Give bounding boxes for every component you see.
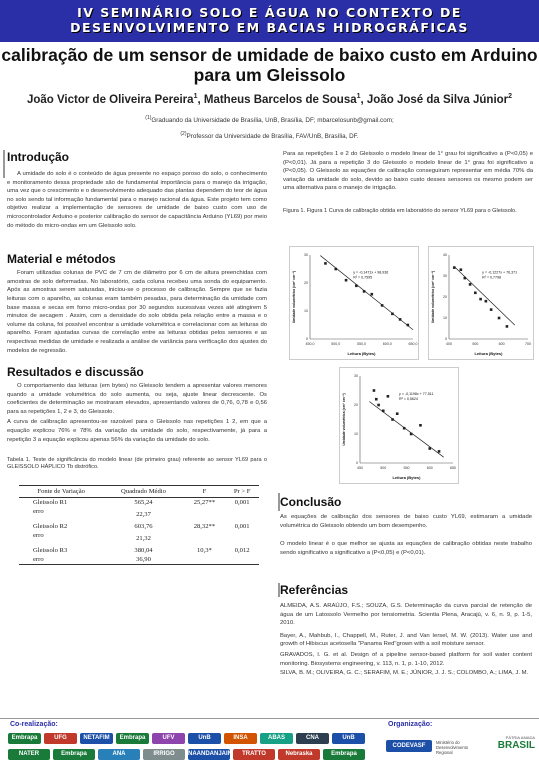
chart-repetition-1 (289, 246, 419, 360)
methods-text: Foram utilizadas colunas de PVC de 7 cm de diâmetro por 6 cm de altura preenchidas com amostras de solo deformadas. No laboratório, cada coluna recebeu uma sonda do equipamento. Após as amostras serem saturadas, iniciou-se o processo de calibração. Sempre que se fazia leituras com o aparelho, as colunas eram também pesadas, para determinação da umidade com base massa e secas em forno micro-ondas por 30 segundos sucessivas vezes até atingirem 5 minutos de secagem . Assim, com a densidade do solo obtida pela relação entre a massa e o volume da coluna, foi possível encontrar a umidade volumétrica e correlacionar com as leituras do aparelho. Foram ajustadas curvas de correlação entre as leituras obtidas pelos sensores e as respectivas medidas de umidade e realizada a análise de variância para verificação dos ajustes do modelos de regressão. (7, 270, 267, 354)
data-point (438, 450, 441, 453)
calibration-chart-2 (429, 247, 533, 359)
table-row (19, 522, 259, 531)
y-tick-label: 10 (304, 309, 308, 314)
x-tick-label: 500 (472, 342, 479, 346)
y-tick-label: 20 (443, 295, 447, 300)
y-axis-label: Umidade volumétrica (cm³ cm⁻³) (292, 270, 296, 324)
co-realization-label: Co-realização: (10, 721, 58, 728)
ministry-label: Ministério do Desenvolvimento Regional (436, 740, 469, 755)
y-tick-label: 10 (354, 432, 358, 437)
conclusion-text-1: As equações de calibração dos sensores de baixo custo YL69, estimaram a umidade volumétrica do Gleissolo obtendo um bom desempenho. (280, 514, 532, 529)
partner-logo: ANA (98, 749, 140, 760)
table-cell: Gleissolo R2 (33, 523, 68, 531)
author-3: João José da Silva Júnior (366, 93, 509, 106)
data-point (391, 418, 394, 421)
data-point (377, 404, 380, 407)
affiliation-2-text: Professor da Universidade de Brasília, FAV/UnB, Brasília, DF. (186, 133, 359, 141)
data-point (371, 293, 374, 296)
partner-logo: TRATTO (233, 749, 275, 760)
chart-repetition-2 (428, 246, 534, 360)
table-cell: 25,27** (193, 499, 216, 507)
affiliation-1-text: Graduando da Universidade de Brasília, UnB, Brasília, DF; mbarcelosunb@gmail.com; (151, 117, 394, 125)
conclusion-section (280, 495, 532, 557)
banner-line-1: IV SEMINÁRIO SOLO E ÁGUA NO CONTEXTO DE (77, 5, 462, 20)
table-cell (184, 507, 226, 522)
data-point (479, 298, 482, 301)
trend-line (369, 402, 443, 458)
table-row (19, 555, 259, 565)
y-tick-label: 30 (354, 374, 358, 379)
table-header-row (19, 486, 259, 498)
affiliation-2 (0, 131, 539, 140)
data-point (490, 308, 493, 311)
y-tick-label: 10 (443, 316, 447, 321)
results-text-1: O comportamento das leituras (em bytes) no Gleissolo tendem a apresentar valores menores quando a umidade volumétrica do solo aumenta, ou seja, ajuste linear decrescente. Os coeficientes de determinação se mostraram elevados, apresentando valores de 0,76, 0,78 e 0,56 para as repetições 1, 2 e 3, do Gleissolo. (7, 383, 267, 415)
data-point (453, 266, 456, 269)
x-tick-label: 650 (450, 466, 456, 470)
data-point (381, 304, 384, 307)
table-cell: 380,04 (134, 547, 153, 555)
data-point (464, 277, 467, 280)
author-2-sup: 1 (356, 93, 361, 100)
partner-logo: Nebraska (278, 749, 320, 760)
table-cell: 0,001 (234, 523, 250, 531)
y-tick-label: 0 (306, 337, 308, 342)
partner-logo: NAANDANJAIN (188, 749, 230, 760)
data-point (474, 292, 477, 295)
author-1: João Victor de Oliveira Pereira (26, 93, 194, 106)
partner-logo: NETAFIM (80, 733, 113, 744)
data-point (399, 318, 402, 321)
x-tick-label: 650,0 (408, 342, 418, 346)
left-column (7, 150, 267, 565)
table-cell: 22,37 (136, 511, 151, 519)
partner-logo: UnB (332, 733, 365, 744)
references-section (280, 583, 532, 678)
table-cell: 28,32** (193, 523, 216, 531)
partner-logo: NATER (8, 749, 50, 760)
regression-equation: y = -0,1227x + 76,371 (482, 270, 518, 275)
x-tick-label: 600 (498, 342, 505, 346)
data-point (345, 279, 348, 282)
author-3-sup: 2 (508, 93, 513, 100)
table-row (19, 546, 259, 555)
reference-4: SILVA, B. M.; OLIVEIRA, G. C.; SERAFIM, M. E.; JÚNIOR, J. J. S.; COLOMBO, A.; LIMA, J. M. (280, 670, 529, 677)
table-header: Quadrado Médio (103, 486, 183, 498)
data-point (375, 398, 378, 401)
y-tick-label: 20 (354, 403, 358, 408)
data-point (334, 268, 337, 271)
table-cell (225, 507, 259, 522)
regression-equation: y = -0,1471x + 98,936 (353, 270, 389, 275)
methods-heading: Material e métodos (7, 252, 116, 267)
references-heading: Referências (280, 583, 349, 597)
conclusion-text-2: O modelo linear é o que melhor se ajusta as equações de calibração obtidas neste trabalho sendo significativo a significativo a (P<0,05) e (P<0,01). (280, 541, 532, 556)
reference-1: ALMEIDA, A.S. ARAÚJO, F.S.; SOUZA, G.S. Determinação da curva parcial de retenção de água de um Latossolo Vermelho por tensiometria. Scientia Plena, Aracajú, v. 6, n. 9, p. 1-5, 2010. (280, 603, 532, 627)
partner-logo: CNA (296, 733, 329, 744)
table-cell: 0,001 (234, 499, 250, 507)
table-cell: 565,24 (134, 499, 153, 507)
table-cell: 0,012 (234, 547, 250, 555)
regression-equation: y = -0,1198x + 77,511 (399, 392, 434, 397)
table-cell: 10,3* (196, 547, 212, 555)
affiliation-1 (0, 115, 539, 124)
data-point (407, 324, 410, 327)
x-tick-label: 450 (357, 466, 363, 470)
y-tick-label: 20 (304, 281, 308, 286)
x-tick-label: 500 (380, 466, 387, 470)
data-point (410, 433, 413, 436)
table-cell: 603,76 (134, 523, 153, 531)
table-cell (225, 555, 259, 565)
y-tick-label: 30 (304, 253, 308, 258)
table-row (19, 498, 259, 508)
partner-logo: INSA (224, 733, 257, 744)
significance-table (19, 485, 259, 565)
table-cell (184, 555, 226, 565)
x-axis-label: Leitura (Bytes) (347, 351, 376, 356)
right-text: Para as repetições 1 e 2 do Gleissolo o modelo linear de 1° grau foi significativo a (P<0,05) e (P<0,01). Já para a repetição 3 do Gleissolo o modelo linear de 1° grau foi significativo a (P<0,05). O Gleissolo as equações de calibração conseguiram representar em média 70% da variação da umidade do solo, devido ao baixo custo desses sensores os mesmo podem ser uma alternativa para o manejo de irrigação. (283, 151, 533, 192)
poster-title: calibração de um sensor de umidade de baixo custo em Arduino para um Gleissolo (1, 45, 538, 85)
partner-logo: Embrapa (8, 733, 41, 744)
partner-logo: UnB (188, 733, 221, 744)
table-cell: erro (33, 532, 44, 540)
data-point (324, 262, 327, 265)
data-point (506, 325, 509, 328)
table-caption: Tabela 1. Teste de significância do modelo linear (de primeiro grau) referente ao sensor YL69 para o GLEISSOLO HÁPLICO Tb distrófico. (7, 457, 267, 471)
data-point (485, 300, 488, 303)
r-squared-label: R² = 0,5624 (399, 397, 418, 402)
brasil-label: BRASIL (497, 740, 535, 751)
organization-label: Organização: (388, 721, 433, 728)
data-point (469, 283, 472, 286)
y-tick-label: 40 (443, 253, 447, 258)
partner-logo: UFV (152, 733, 185, 744)
table-cell (184, 531, 226, 546)
x-tick-label: 600 (426, 466, 433, 470)
partner-logo: IRRIGO (143, 749, 185, 760)
table-cell: erro (33, 508, 44, 516)
r-squared-label: R² = 0,7595 (353, 275, 373, 280)
y-tick-label: 30 (443, 274, 447, 279)
x-tick-label: 550 (403, 466, 410, 470)
table-cell: Gleissolo R1 (33, 499, 68, 507)
x-tick-label: 700 (525, 342, 531, 346)
data-point (391, 313, 394, 316)
data-point (387, 395, 390, 398)
x-tick-label: 400 (446, 342, 452, 346)
x-tick-label: 500,0 (331, 342, 341, 346)
partner-logo: Embrapa (53, 749, 95, 760)
data-point (403, 427, 406, 430)
table-row (19, 507, 259, 522)
patria-label: PÁTRIA AMADA (505, 735, 535, 740)
data-point (396, 412, 399, 415)
right-column (283, 150, 533, 216)
event-banner (0, 0, 539, 42)
y-tick-label: 0 (445, 337, 447, 342)
conclusion-heading: Conclusão (280, 495, 342, 509)
y-tick-label: 0 (356, 461, 358, 466)
author-2: Matheus Barcelos de Sousa (203, 93, 357, 106)
partner-logo: Embrapa (323, 749, 365, 760)
chart-repetition-3 (339, 367, 459, 484)
data-point (419, 424, 422, 427)
r-squared-label: R² = 0,7798 (482, 275, 502, 280)
table-header: Fonte de Variação (19, 486, 103, 498)
codevasf-logo: CODEVASF (386, 740, 432, 752)
x-tick-label: 600,0 (382, 342, 392, 346)
data-point (355, 285, 358, 288)
affiliation-1-marker: (1) (145, 115, 152, 121)
partner-logo: Embrapa (116, 733, 149, 744)
data-point (363, 290, 366, 293)
author-1-sup: 1 (193, 93, 198, 100)
reference-2: Bayer, A., Mahbub, I., Chappell, M., Ruter, J. and Van Iersel, M. W. (2013). Water use and growth of Hibiscus acetosella "Panama Red"grown with a soil moisture sensor. (280, 632, 532, 648)
data-point (382, 410, 385, 413)
calibration-chart-3 (340, 368, 458, 483)
partner-logo: UFG (44, 733, 77, 744)
brasil-logo (487, 735, 535, 757)
table-cell: Gleissolo R3 (33, 547, 68, 555)
x-axis-label: Leitura (Bytes) (392, 475, 421, 480)
x-axis-label: Leitura (Bytes) (474, 351, 503, 356)
partner-logo: ABAS (260, 733, 293, 744)
data-point (428, 447, 431, 450)
footer-divider (0, 718, 539, 719)
author-list: João Victor de Oliveira Pereira$^1$, Matheus Barcelos de Sousa$^1$, João José da Silva Júnior$^2$ (26, 93, 513, 106)
table-cell (225, 531, 259, 546)
x-tick-label: 550,0 (357, 342, 366, 346)
data-point (373, 389, 376, 392)
table-cell: erro (19, 555, 103, 565)
intro-text: A umidade do solo é o conteúdo de água presente no espaço poroso do solo, o conhecimento e monitoramento dessa propriedade são de fundamental importância para o manejo da irrigação, uma vez que o crescimento e o desenvolvimento adequado das plantas dependem do teor de água no solo sendo tal informação fundamental para o manejo racional da água. Este projeto tem como objetivo realizar a implementação de sensores de umidade de baixo custo com uso de microcontrolador Arduino e posterior calibração do sensor de capacitância Arduino (YL69) por meio do método do micro-ondas em um Gleissolo solo. (7, 171, 267, 229)
table-cell: 21,32 (136, 535, 151, 543)
y-axis-label: Umidade volumétrica (cm³ cm⁻³) (431, 270, 435, 324)
affiliation-2-marker: (2) (180, 131, 187, 137)
results-heading: Resultados e discussão (7, 365, 144, 380)
figure-caption: Figura 1. Figura 1 Curva de calibração obtida em laboratório do sensor YL69 para o Gleissolo. (283, 207, 517, 214)
table-header: Pr > F (225, 486, 259, 498)
table-cell: 36,90 (103, 555, 183, 565)
reference-3: GRAVADOS, I. G. et al. Design of a pipeline sensor-based platform for soil water content monitoring. Biosystems engineering, v. 113, n. 1, p. 1-10, 2012. (280, 651, 532, 667)
table-header: F (184, 486, 226, 498)
table-row (19, 531, 259, 546)
data-point (460, 268, 463, 271)
x-tick-label: 450,0 (305, 342, 315, 346)
section-accent-bar (3, 150, 5, 178)
y-axis-label: Umidade volumétrica (cm³ cm⁻³) (342, 393, 346, 446)
banner-line-2: DESENVOLVIMENTO EM BACIAS HIDROGRÁFICAS (70, 20, 469, 35)
calibration-chart-1 (290, 247, 418, 359)
data-point (498, 317, 501, 320)
intro-heading: Introdução (7, 150, 69, 164)
results-text-2: A curva de calibração apresentou-se razoável para o Gleissolo nas repetições 1 2, em que a equação explicou 76% e 78% da variação da umidade do solo, respectivamente, já para a repetição 3 a equação explicou apenas 56% da variação da umidade do solo. (7, 419, 267, 443)
